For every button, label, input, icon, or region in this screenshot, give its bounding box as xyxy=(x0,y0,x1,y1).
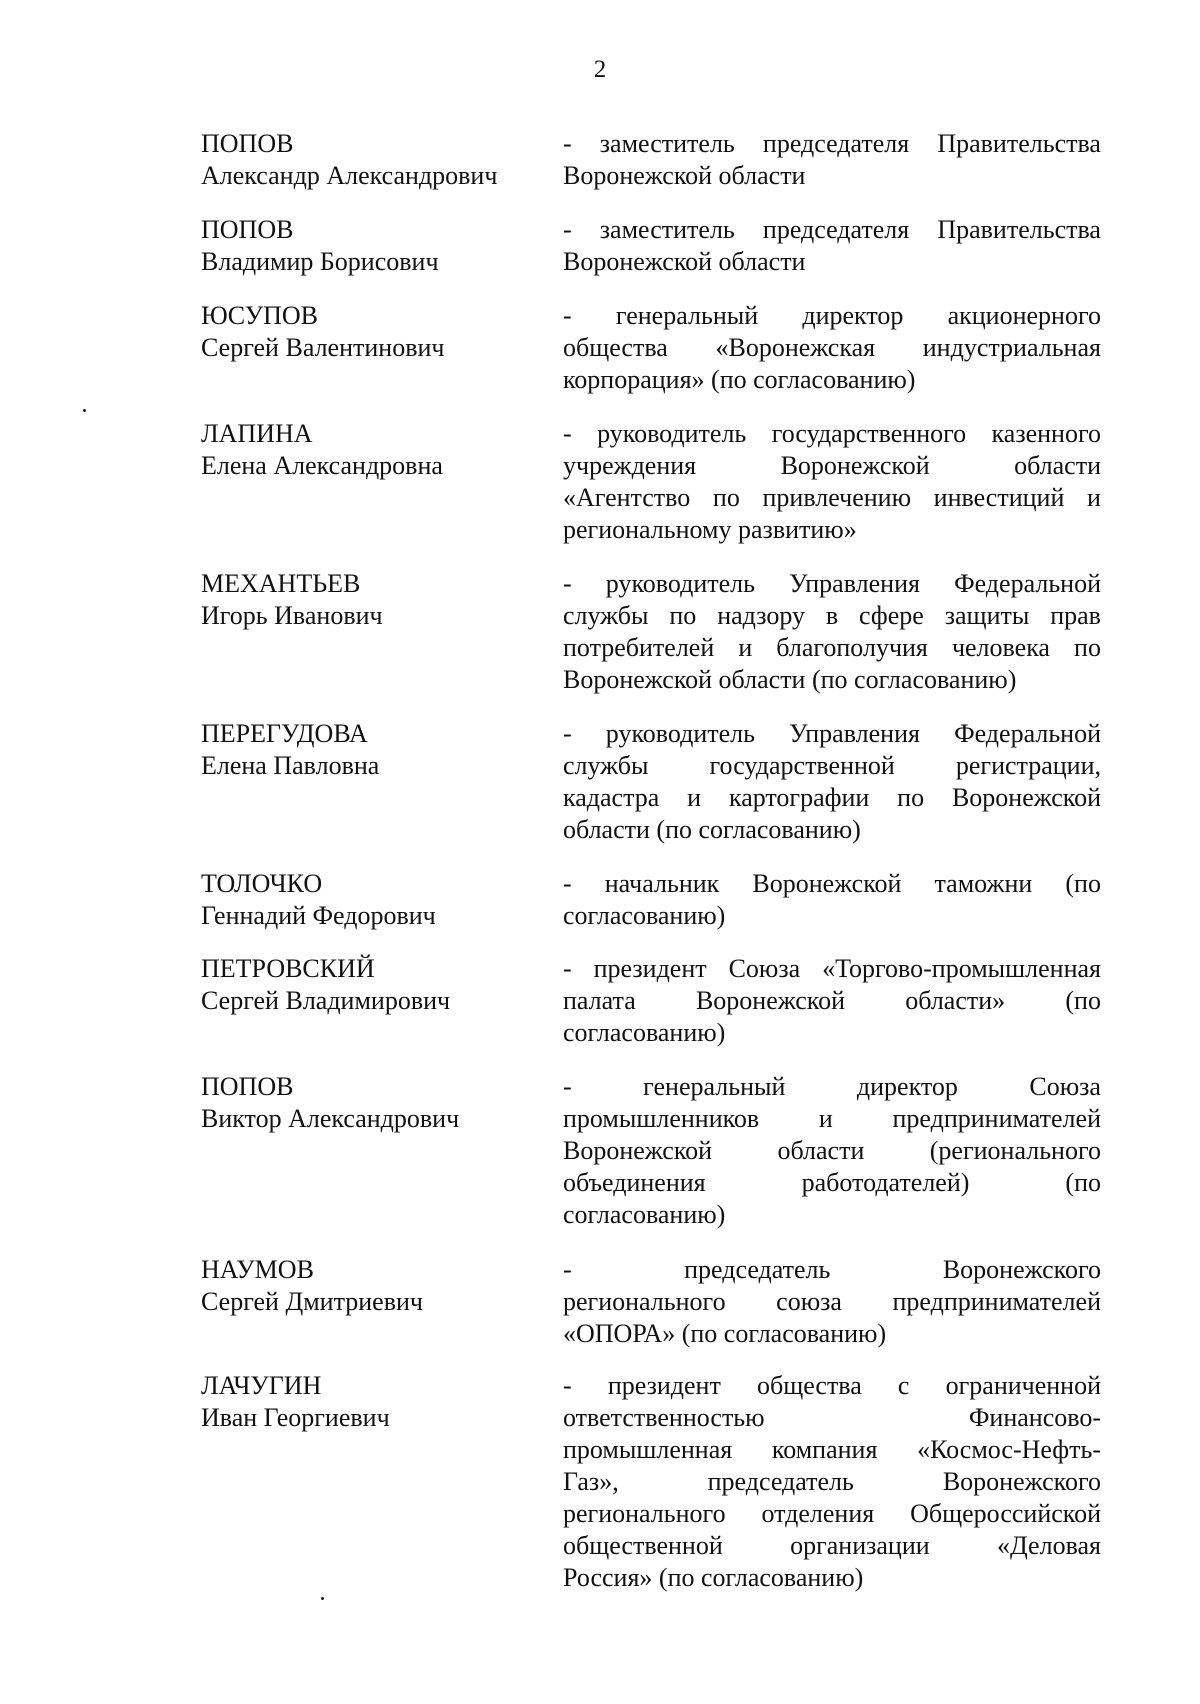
role-line: - руководитель Управления Федеральной xyxy=(563,569,1101,598)
role-line: объединения работодателей) (по xyxy=(563,1168,1101,1197)
role-line: региональному развитию» xyxy=(563,515,857,544)
role-line: ответственностью Финансово- xyxy=(563,1403,1101,1432)
member-name xyxy=(201,1254,531,1318)
role-line: Газ», председатель Воронежского xyxy=(563,1467,1101,1496)
member-role xyxy=(563,953,1101,1049)
member-given-names: Сергей Валентинович xyxy=(201,333,445,362)
role-line: Воронежской области xyxy=(563,161,806,190)
member-role xyxy=(563,868,1101,932)
member-role xyxy=(563,718,1101,846)
member-name xyxy=(201,300,531,364)
member-surname: ПЕРЕГУДОВА xyxy=(201,719,368,748)
member-given-names: Сергей Дмитриевич xyxy=(201,1287,423,1316)
role-line: промышленников и предпринимателей xyxy=(563,1104,1101,1133)
role-line: «Агентство по привлечению инвестиций и xyxy=(563,483,1101,512)
member-surname: ПЕТРОВСКИЙ xyxy=(201,954,375,983)
member-name xyxy=(201,418,531,482)
role-line: службы по надзору в сфере защиты прав xyxy=(563,601,1101,630)
role-line: учреждения Воронежской области xyxy=(563,451,1101,480)
role-line: согласованию) xyxy=(563,901,726,930)
role-line: - заместитель председателя Правительства xyxy=(563,129,1101,158)
member-role xyxy=(563,128,1101,192)
member-given-names: Иван Георгиевич xyxy=(201,1403,390,1432)
role-line: области (по согласованию) xyxy=(563,815,861,844)
role-line: корпорация» (по согласованию) xyxy=(563,365,916,394)
role-line: «ОПОРА» (по согласованию) xyxy=(563,1319,887,1348)
member-role xyxy=(563,214,1101,278)
role-line: - президент общества с ограниченной xyxy=(563,1371,1101,1400)
member-surname: ЮСУПОВ xyxy=(201,301,319,330)
role-line: - генеральный директор Союза xyxy=(563,1072,1101,1101)
role-line: регионального отделения Общероссийской xyxy=(563,1499,1101,1528)
member-name xyxy=(201,1370,531,1434)
role-line: потребителей и благополучия человека по xyxy=(563,633,1101,662)
member-name xyxy=(201,1071,531,1135)
member-surname: ЛАПИНА xyxy=(201,419,313,448)
member-role xyxy=(563,1254,1101,1350)
member-name xyxy=(201,128,531,192)
scan-speck xyxy=(321,1597,324,1600)
role-line: Россия» (по согласованию) xyxy=(563,1563,864,1592)
role-line: - начальник Воронежской таможни (по xyxy=(563,869,1101,898)
member-name xyxy=(201,868,531,932)
member-name xyxy=(201,718,531,782)
member-name xyxy=(201,953,531,1017)
member-given-names: Игорь Иванович xyxy=(201,601,383,630)
page-number: 2 xyxy=(593,56,607,83)
member-given-names: Елена Александровна xyxy=(201,451,443,480)
role-line: Воронежской области xyxy=(563,247,806,276)
role-line: палата Воронежской области» (по xyxy=(563,986,1101,1015)
role-line: общественной организации «Деловая xyxy=(563,1531,1101,1560)
role-line: Воронежской области (по согласованию) xyxy=(563,665,1017,694)
member-name xyxy=(201,214,531,278)
role-line: кадастра и картографии по Воронежской xyxy=(563,783,1101,812)
role-line: регионального союза предпринимателей xyxy=(563,1287,1101,1316)
member-surname: ТОЛОЧКО xyxy=(201,869,323,898)
role-line: согласованию) xyxy=(563,1018,726,1047)
role-line: - председатель Воронежского xyxy=(563,1255,1101,1284)
member-given-names: Виктор Александрович xyxy=(201,1104,460,1133)
member-role xyxy=(563,300,1101,396)
member-given-names: Елена Павловна xyxy=(201,751,380,780)
role-line: - генеральный директор акционерного xyxy=(563,301,1101,330)
member-surname: ЛАЧУГИН xyxy=(201,1371,322,1400)
member-role xyxy=(563,1370,1101,1594)
member-surname: ПОПОВ xyxy=(201,215,294,244)
role-line: - руководитель государственного казенного xyxy=(563,419,1101,448)
member-given-names: Геннадий Федорович xyxy=(201,901,436,930)
role-line: общества «Воронежская индустриальная xyxy=(563,333,1101,362)
member-surname: ПОПОВ xyxy=(201,1072,294,1101)
member-given-names: Сергей Владимирович xyxy=(201,986,451,1015)
member-given-names: Владимир Борисович xyxy=(201,247,439,276)
member-surname: МЕХАНТЬЕВ xyxy=(201,569,361,598)
role-line: - президент Союза «Торгово-промышленная xyxy=(563,954,1101,983)
member-surname: ПОПОВ xyxy=(201,129,294,158)
member-name xyxy=(201,568,531,632)
scan-speck xyxy=(83,409,86,412)
member-role xyxy=(563,1071,1101,1231)
role-line: согласованию) xyxy=(563,1200,726,1229)
member-role xyxy=(563,568,1101,696)
member-role xyxy=(563,418,1101,546)
role-line: службы государственной регистрации, xyxy=(563,751,1101,780)
role-line: - заместитель председателя Правительства xyxy=(563,215,1101,244)
role-line: - руководитель Управления Федеральной xyxy=(563,719,1101,748)
member-given-names: Александр Александрович xyxy=(201,161,498,190)
role-line: Воронежской области (регионального xyxy=(563,1136,1101,1165)
member-surname: НАУМОВ xyxy=(201,1255,314,1284)
role-line: промышленная компания «Космос-Нефть- xyxy=(563,1435,1101,1464)
